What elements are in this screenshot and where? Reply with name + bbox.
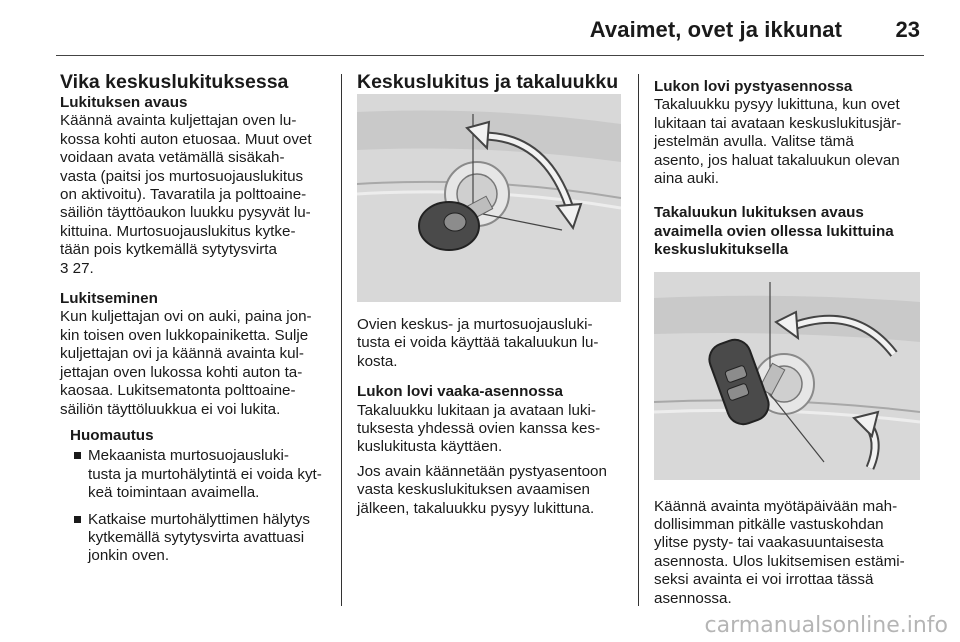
subheading-unlocking: Lukituksen avaus <box>60 94 188 111</box>
text-line: säiliön täyttöaukon luukku pysyvät lu- <box>60 204 311 222</box>
text-line: kaosaa. Lukitsematonta polttoaine- <box>60 382 296 400</box>
column-divider-1 <box>341 74 342 606</box>
header-rule <box>56 55 924 56</box>
text-line: asennosta. Ulos lukitsemisen estämi- <box>654 552 905 570</box>
note-bullet-2 <box>70 511 330 566</box>
text-line: Käännä avainta kuljettajan oven lu- <box>60 112 297 130</box>
page-number: 23 <box>895 17 920 42</box>
text-line: vasta (paitsi jos murtosuojauslukitus <box>60 167 304 185</box>
text-line: lukitaan tai avataan keskuslukitusjär- <box>654 114 902 132</box>
figure-key-horizontal <box>357 94 621 302</box>
text-line: jestelmän avulla. Valitse tämä <box>654 133 854 151</box>
section-title-tailgate: Keskuslukitus ja takaluukku <box>357 71 619 93</box>
column-1 <box>60 70 330 566</box>
key-lock-illustration <box>654 272 920 480</box>
text-line: kin toisen oven lukkopainiketta. Sulje <box>60 326 309 344</box>
text-line: seksi avainta ei voi irrottaa tässä <box>654 571 874 589</box>
subheading-key-unlock: avaimella ovien ollessa lukittuina <box>654 222 894 240</box>
text-line: säiliön täyttöluukkua ei voi lukita. <box>60 400 281 418</box>
text-line: asento, jos haluat takaluukun olevan <box>654 151 900 169</box>
section-title-fault: Vika keskuslukituksessa <box>60 71 289 93</box>
text-line: Kun kuljettajan ovi on auki, paina jon- <box>60 308 312 326</box>
text-line: keä toimintaan avaimella. <box>88 484 260 502</box>
text-line: Takaluukku pysyy lukittuna, kun ovet <box>654 96 900 114</box>
note-box <box>70 427 330 566</box>
subheading-key-unlock: keskuslukituksella <box>654 241 789 259</box>
text-line: kittuina. Murtosuojauslukitus kytke- <box>60 222 296 240</box>
text-line: Ovien keskus- ja murtosuojausluki- <box>357 316 593 333</box>
page-reference: 3 27. <box>60 259 94 277</box>
text-line: kuljettajan ovi ja käännä avainta kul- <box>60 345 304 363</box>
text-line: voidaan avata vetämällä sisäkah- <box>60 149 285 167</box>
text-line: ylitse pysty- tai vaakasuuntaisesta <box>654 534 884 552</box>
column-divider-2 <box>638 74 639 606</box>
text-line: Käännä avainta myötäpäivään mah- <box>654 497 898 515</box>
text-line: Katkaise murtohälyttimen hälytys <box>88 510 310 528</box>
watermark: carmanualsonline.info <box>704 613 948 638</box>
subheading-key-unlock: Takaluukun lukituksen avaus <box>654 204 864 222</box>
column-2 <box>357 70 629 518</box>
text-line: kuslukitusta käyttäen. <box>357 438 503 456</box>
text-line: vasta keskuslukituksen avaamisen <box>357 481 590 499</box>
text-line: kytkemällä sytytysvirta avattuasi <box>88 528 305 546</box>
text-line: kosta. <box>357 352 398 370</box>
text-line: asennossa. <box>654 589 732 607</box>
text-line: aina auki. <box>654 170 720 188</box>
text-line: tusta ei voida käyttää takaluukun lu- <box>357 334 599 352</box>
text-line: jälkeen, takaluukku pysyy lukittuna. <box>357 499 595 517</box>
note-title: Huomautus <box>70 426 154 444</box>
text-line: tään pois kytkemällä sytytysvirta <box>60 241 277 259</box>
text-line: Mekaanista murtosuojausluki- <box>88 447 289 465</box>
text-line: Takaluukku lukitaan ja avataan luki- <box>357 401 596 419</box>
subheading-horizontal: Lukon lovi vaaka-asennossa <box>357 383 563 401</box>
text-line: on aktivoitu). Tavaratila ja polttoaine- <box>60 186 307 204</box>
note-bullet-1 <box>70 447 330 502</box>
column-3 <box>654 78 928 608</box>
text-line: jonkin oven. <box>88 547 170 565</box>
text-line: tusta ja murtohälytintä ei voida kyt- <box>88 465 322 483</box>
figure-key-vertical <box>654 272 920 480</box>
subheading-vertical: Lukon lovi pystyasennossa <box>654 78 853 95</box>
subheading-locking: Lukitseminen <box>60 290 158 308</box>
text-line: Jos avain käännetään pystyasentoon <box>357 462 607 480</box>
page-header <box>0 0 960 52</box>
key-lock-illustration <box>357 94 621 302</box>
chapter-title: Avaimet, ovet ja ikkunat <box>589 17 842 42</box>
text-line: tuksesta yhdessä ovien kanssa kes- <box>357 420 601 438</box>
text-line: jettajan oven lukossa kohti auton ta- <box>60 363 303 381</box>
text-line: kossa kohti auton etuosaa. Muut ovet <box>60 130 312 148</box>
text-line: dollisimman pitkälle vastuskohdan <box>654 516 884 534</box>
